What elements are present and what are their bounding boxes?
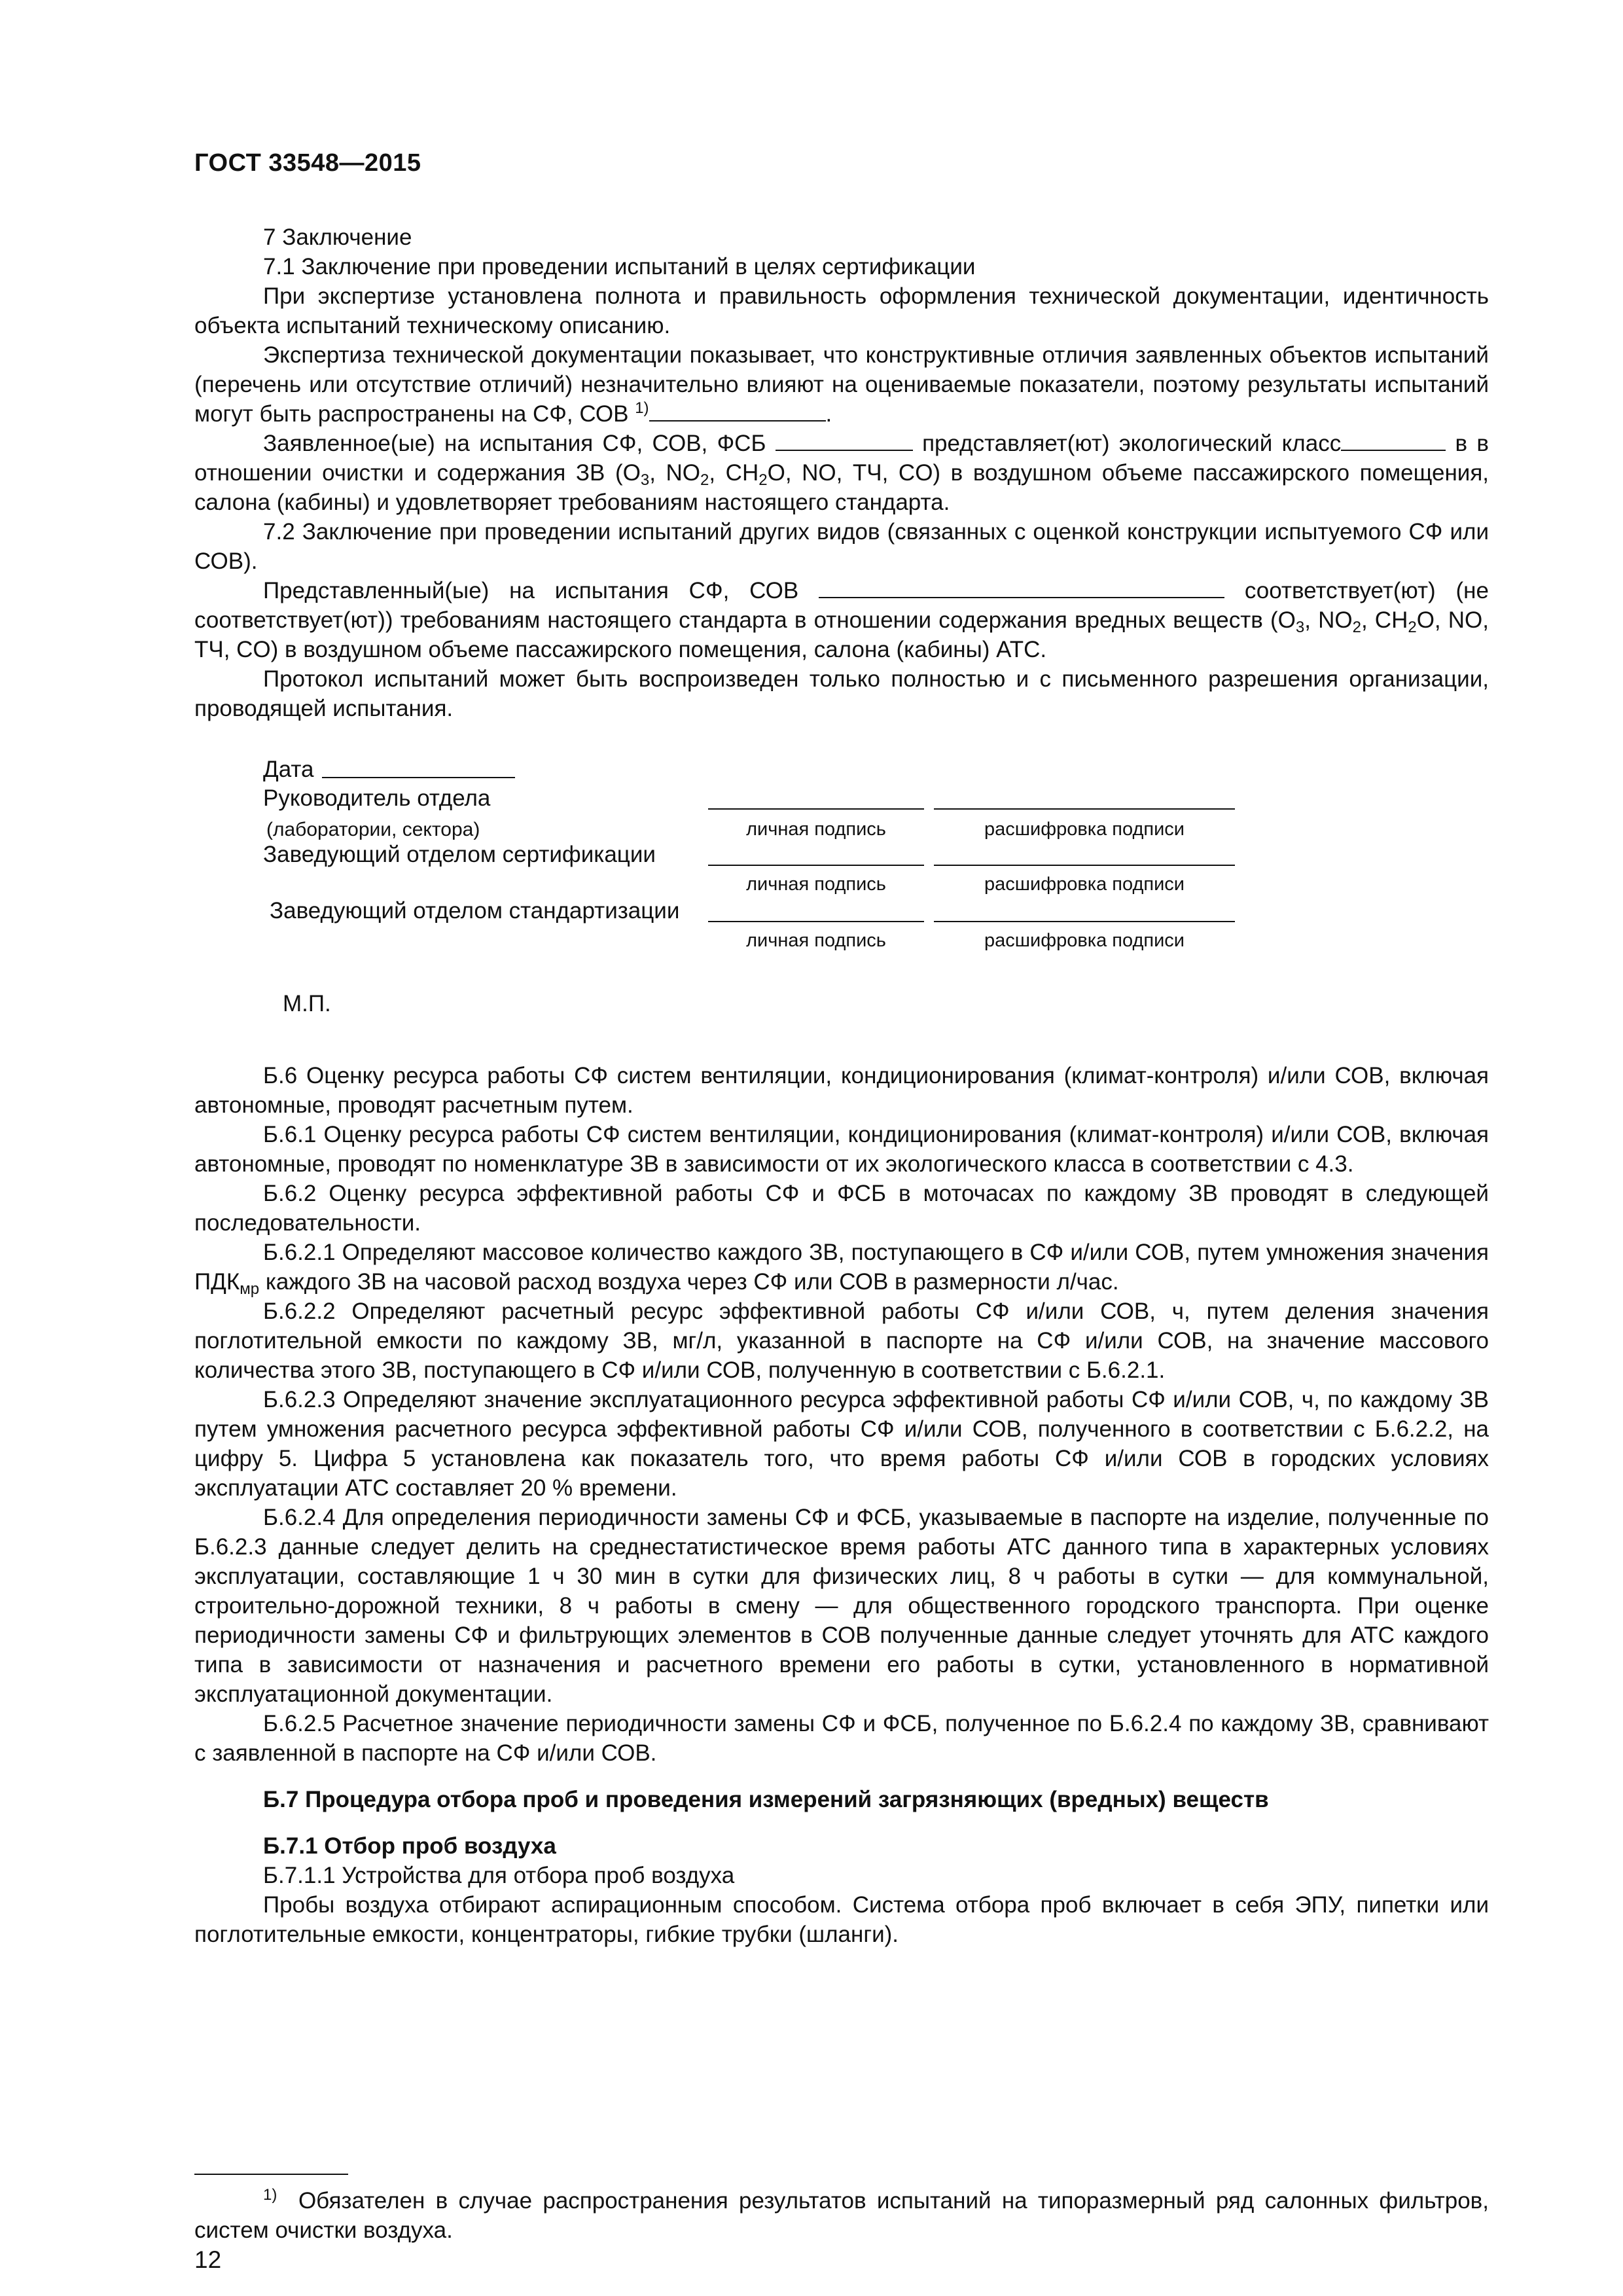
paragraph: Представленный(ые) на испытания СФ, СОВ соответствует(ют) (не соответствует(ют)) требованиям настоящего стандарта в отношении содержания вредных веществ ($O_3$, $NO_2$, $CH_2O$, NO, ТЧ, CO) в воздушном объеме пассажирского помещения, салона (кабины) АТС.	[194, 578, 1489, 662]
section-b7-1-1-title: Б.7.1.1 Устройства для отбора проб воздуха	[263, 1863, 735, 1888]
decode-line	[934, 808, 1235, 810]
fill-blank	[819, 577, 1224, 598]
sign-caption: личная подпись	[746, 819, 886, 840]
paragraph: Б.6.2.1 Определяют массовое количество каждого ЗВ, поступающего в СФ и/или СОВ, путем умножения значения $ПДК_{мр}$ каждого ЗВ на часовой расход воздуха через СФ или СОВ в размерности л/час.	[194, 1240, 1489, 1298]
paragraph: Б.6.2.5 Расчетное значение периодичности замены СФ и ФСБ, полученное по Б.6.2.4 по каждому ЗВ, сравнивают с заявленной в паспорте на СФ и/или СОВ.	[194, 1711, 1489, 1766]
paragraph: Б.6.1 Оценку ресурса работы СФ систем вентиляции, кондиционирования (климат-контроля) и/или СОВ, включая автономные, проводят по номенклатуре ЗВ в зависимости от их экологического класса в соответствии с 4.3.	[194, 1122, 1489, 1177]
head-sublabel: (лаборатории, сектора)	[266, 819, 480, 840]
footnote-rule	[194, 2174, 348, 2175]
stamp-label: М.П.	[283, 991, 331, 1016]
decode-caption: расшифровка подписи	[984, 874, 1185, 895]
sign-caption: личная подпись	[746, 930, 886, 951]
std-label: Заведующий отделом стандартизации	[270, 898, 680, 924]
cert-label: Заведующий отделом сертификации	[263, 842, 656, 867]
footnote	[194, 2186, 1489, 2245]
paragraph: Экспертиза технической документации показывает, что конструктивные отличия заявленных объектов испытаний (перечень или отсутствие отличий) незначительно влияют на оцениваемые показатели, поэтому результаты испытаний могут быть распространены на СФ, СОВ $^{1)}$ .	[194, 342, 1489, 427]
paragraph: Пробы воздуха отбирают аспирационным способом. Система отбора проб включает в себя ЭПУ, пипетки или поглотительные емкости, концентраторы, гибкие трубки (шланги).	[194, 1892, 1489, 1947]
fill-blank	[1341, 430, 1446, 451]
signature-block	[194, 755, 1489, 1030]
page-content	[194, 223, 1489, 1949]
decode-caption: расшифровка подписи	[984, 930, 1185, 951]
paragraph: Заявленное(ые) на испытания СФ, СОВ, ФСБ представляет(ют) экологический класс в в отношении очистки и содержания ЗВ ($O_3$, $NO_2$, $CH_2O$, NO, ТЧ, CO) в воздушном объеме пассажирского помещения, салона (кабины) и удовлетворяет требованиям настоящего стандарта.	[194, 431, 1489, 515]
decode-line	[934, 921, 1235, 922]
section-7-title: 7 Заключение	[263, 224, 412, 250]
footnote-mark: 1)	[263, 2186, 277, 2204]
footnote-ref: 1)	[635, 399, 649, 417]
paragraph: Б.6.2 Оценку ресурса эффективной работы СФ и ФСБ в моточасах по каждому ЗВ проводят в следующей последовательности.	[194, 1181, 1489, 1236]
decode-caption: расшифровка подписи	[984, 819, 1185, 840]
paragraph: Б.6 Оценку ресурса работы СФ систем вентиляции, кондиционирования (климат-контроля) и/или СОВ, включая автономные, проводят расчетным путем.	[194, 1063, 1489, 1118]
fill-blank	[776, 430, 913, 451]
section-b7-1-title: Б.7.1 Отбор проб воздуха	[263, 1833, 556, 1859]
signature-line	[708, 808, 924, 810]
paragraph: При экспертизе установлена полнота и правильность оформления технической документации, идентичность объекта испытаний техническому описанию.	[194, 283, 1489, 338]
section-7-2-title: 7.2 Заключение при проведении испытаний других видов (связанных с оценкой конструкции испытуемого СФ или СОВ).	[194, 519, 1489, 574]
fill-blank	[649, 401, 826, 422]
document-header: ГОСТ 33548—2015	[194, 149, 421, 177]
sign-caption: личная подпись	[746, 874, 886, 895]
signature-line	[708, 865, 924, 866]
decode-line	[934, 865, 1235, 866]
section-b7-title: Б.7 Процедура отбора проб и проведения измерений загрязняющих (вредных) веществ	[263, 1787, 1269, 1812]
paragraph: Б.6.2.4 Для определения периодичности замены СФ и ФСБ, указываемые в паспорте на изделие, полученные по Б.6.2.3 данные следует делить на среднестатистическое время работы АТС данного типа в характерных условиях эксплуатации, составляющие 1 ч 30 мин в сутки для физических лиц, 8 ч работы в сутки — для коммунальной, строительно-дорожной техники, 8 ч работы в смену — для общественного городского транспорта. При оценке периодичности замены СФ и фильтрующих элементов в СОВ полученные данные следует уточнять для АТС каждого типа в зависимости от назначения и расчетного времени его работы в сутки, установленного в нормативной эксплуатационной документации.	[194, 1505, 1489, 1707]
paragraph: Б.6.2.3 Определяют значение эксплуатационного ресурса эффективной работы СФ и/или СОВ, ч, по каждому ЗВ путем умножения расчетного ресурса эффективной работы СФ и/или СОВ, полученного в соответствии с Б.6.2.2, на цифру 5. Цифра 5 установлена как показатель того, что время работы СФ и/или СОВ в городских условиях эксплуатации АТС составляет 20 % времени.	[194, 1387, 1489, 1501]
page-number: 12	[194, 2246, 222, 2273]
section-7-1-title: 7.1 Заключение при проведении испытаний в целях сертификации	[263, 254, 976, 279]
date-line	[322, 777, 515, 778]
date-label: Дата	[263, 757, 314, 782]
paragraph: Протокол испытаний может быть воспроизведен только полностью и с письменного разрешения организации, проводящей испытания.	[194, 666, 1489, 721]
footnote-text: Обязателен в случае распространения результатов испытаний на типоразмерный ряд салонных фильтров, систем очистки воздуха.	[194, 2188, 1489, 2243]
paragraph: Б.6.2.2 Определяют расчетный ресурс эффективной работы СФ и/или СОВ, ч, путем деления значения поглотительной емкости по каждому ЗВ, мг/л, указанной в паспорте на СФ и/или СОВ, на значение массового количества этого ЗВ, поступающего в СФ и/или СОВ, полученную в соответствии с Б.6.2.1.	[194, 1299, 1489, 1383]
head-label: Руководитель отдела	[263, 785, 491, 811]
signature-line	[708, 921, 924, 922]
